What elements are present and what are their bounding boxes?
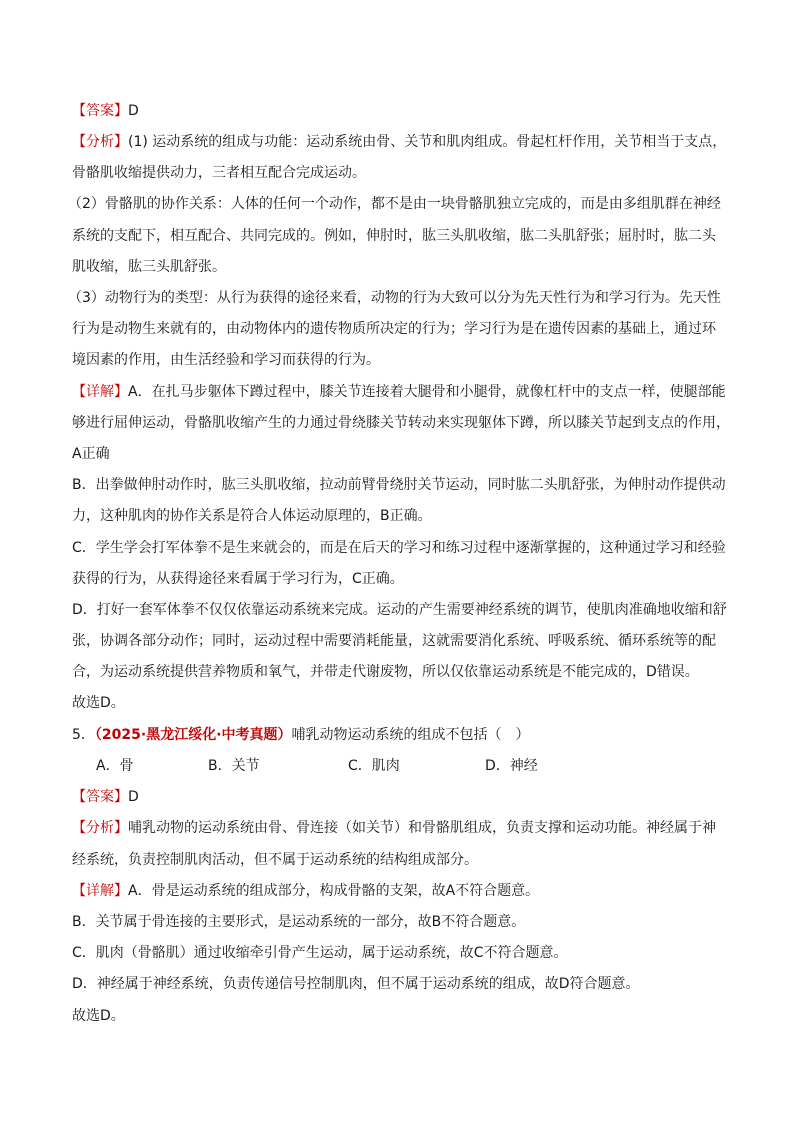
option-d: D．神经	[485, 758, 538, 774]
detail-text: A．在扎马步躯体下蹲过程中，膝关节连接着大腿骨和小腿骨，就像杠杆中的支点一样，使腿部能	[128, 384, 726, 400]
answer-line-5	[72, 789, 139, 805]
analysis-text: 经系统，负责控制肌肉活动，但不属于运动系统的结构组成部分。	[72, 852, 478, 868]
detail-line-5	[72, 883, 539, 899]
detail-line-1	[72, 384, 726, 400]
question-stem-text: 哺乳动物运动系统的组成不包括（ ）	[291, 727, 530, 743]
question-5-options	[72, 758, 722, 774]
answer-value: D	[128, 103, 139, 119]
detail-text: 够进行屈伸运动，骨骼肌收缩产生的力通过骨绕膝关节转动来实现躯体下蹲，所以膝关节起到支点的作用，	[72, 415, 730, 431]
analysis-text: 系统的支配下，相互配合、共同完成的。例如，伸肘时，肱三头肌收缩，肱二头肌舒张；屈肘时，肱二头	[72, 228, 716, 244]
analysis-text: （3）动物行为的类型：从行为获得的途径来看，动物的行为大致可以分为先天性行为和学习行为。先天性	[68, 290, 721, 306]
analysis-text: （2）骨骼肌的协作关系：人体的任何一个动作，都不是由一块骨骼肌独立完成的，而是由多组肌群在神经	[68, 196, 721, 212]
detail-text: D．神经属于神经系统，负责传递信号控制肌肉，但不属于运动系统的组成，故D符合题意。	[72, 976, 640, 992]
analysis-text: 哺乳动物的运动系统由骨、骨连接（如关节）和骨骼肌组成，负责支撑和运动功能。神经属于神	[128, 820, 716, 836]
analysis-text: 境因素的作用，由生活经验和学习而获得的行为。	[72, 352, 380, 368]
detail-text: C．学生学会打军体拳不是生来就会的，而是在后天的学习和练习过程中逐渐掌握的，这种通过学习和经验	[72, 540, 726, 556]
detail-text: B．出拳做伸肘动作时，肱三头肌收缩，拉动前臂骨绕肘关节运动，同时肱二头肌舒张，为伸肘动作提供动	[72, 477, 726, 493]
question-source: （2025·黑龙江绥化·中考真题）	[94, 727, 292, 743]
analysis-line-5	[72, 820, 716, 836]
detail-text: C．肌肉（骨骼肌）通过收缩牵引骨产生运动，属于运动系统，故C不符合题意。	[72, 945, 568, 961]
analysis-text: (1) 运动系统的组成与功能：运动系统由骨、关节和肌肉组成。骨起杠杆作用，关节相当于支点，	[128, 134, 727, 150]
analysis-text: 骨骼肌收缩提供动力，三者相互配合完成运动。	[72, 165, 366, 181]
analysis-tag: 【分析】	[72, 820, 128, 836]
analysis-tag: 【分析】	[72, 134, 128, 150]
detail-text: 合，为运动系统提供营养物质和氧气，并带走代谢废物，所以仅依靠运动系统是不能完成的，D错误。	[72, 664, 699, 680]
detail-text: 故选D。	[72, 695, 125, 711]
detail-tag: 【详解】	[72, 883, 128, 899]
answer-tag: 【答案】	[72, 789, 128, 805]
question-number: 5．	[72, 727, 95, 743]
analysis-text: 肌收缩，肱三头肌舒张。	[72, 259, 226, 275]
detail-text: A．骨是运动系统的组成部分，构成骨骼的支架，故A不符合题意。	[128, 883, 540, 899]
detail-text: A正确	[72, 446, 110, 462]
detail-text: 张，协调各部分动作；同时，运动过程中需要消耗能量，这就需要消化系统、呼吸系统、循环系统等的配	[72, 633, 716, 649]
answer-line-1	[72, 103, 139, 119]
answer-tag: 【答案】	[72, 103, 128, 119]
analysis-text: 行为是动物生来就有的，由动物体内的遗传物质所决定的行为；学习行为是在遗传因素的基础上，通过环	[72, 321, 716, 337]
detail-text: D．打好一套军体拳不仅仅依靠运动系统来完成。运动的产生需要神经系统的调节，使肌肉准确地收缩和舒	[72, 602, 727, 618]
option-a: A．骨	[96, 758, 134, 774]
option-c: C．肌肉	[348, 758, 400, 774]
analysis-line-1	[72, 134, 726, 150]
question-5-stem	[72, 727, 530, 743]
detail-text: 力，这种肌肉的协作关系是符合人体运动原理的，B正确。	[72, 508, 432, 524]
detail-text: 获得的行为，从获得途径来看属于学习行为，C正确。	[72, 571, 404, 587]
detail-text: 故选D。	[72, 1008, 125, 1024]
detail-text: B．关节属于骨连接的主要形式，是运动系统的一部分，故B不符合题意。	[72, 914, 526, 930]
answer-value: D	[128, 789, 139, 805]
option-b: B．关节	[208, 758, 260, 774]
detail-tag: 【详解】	[72, 384, 128, 400]
